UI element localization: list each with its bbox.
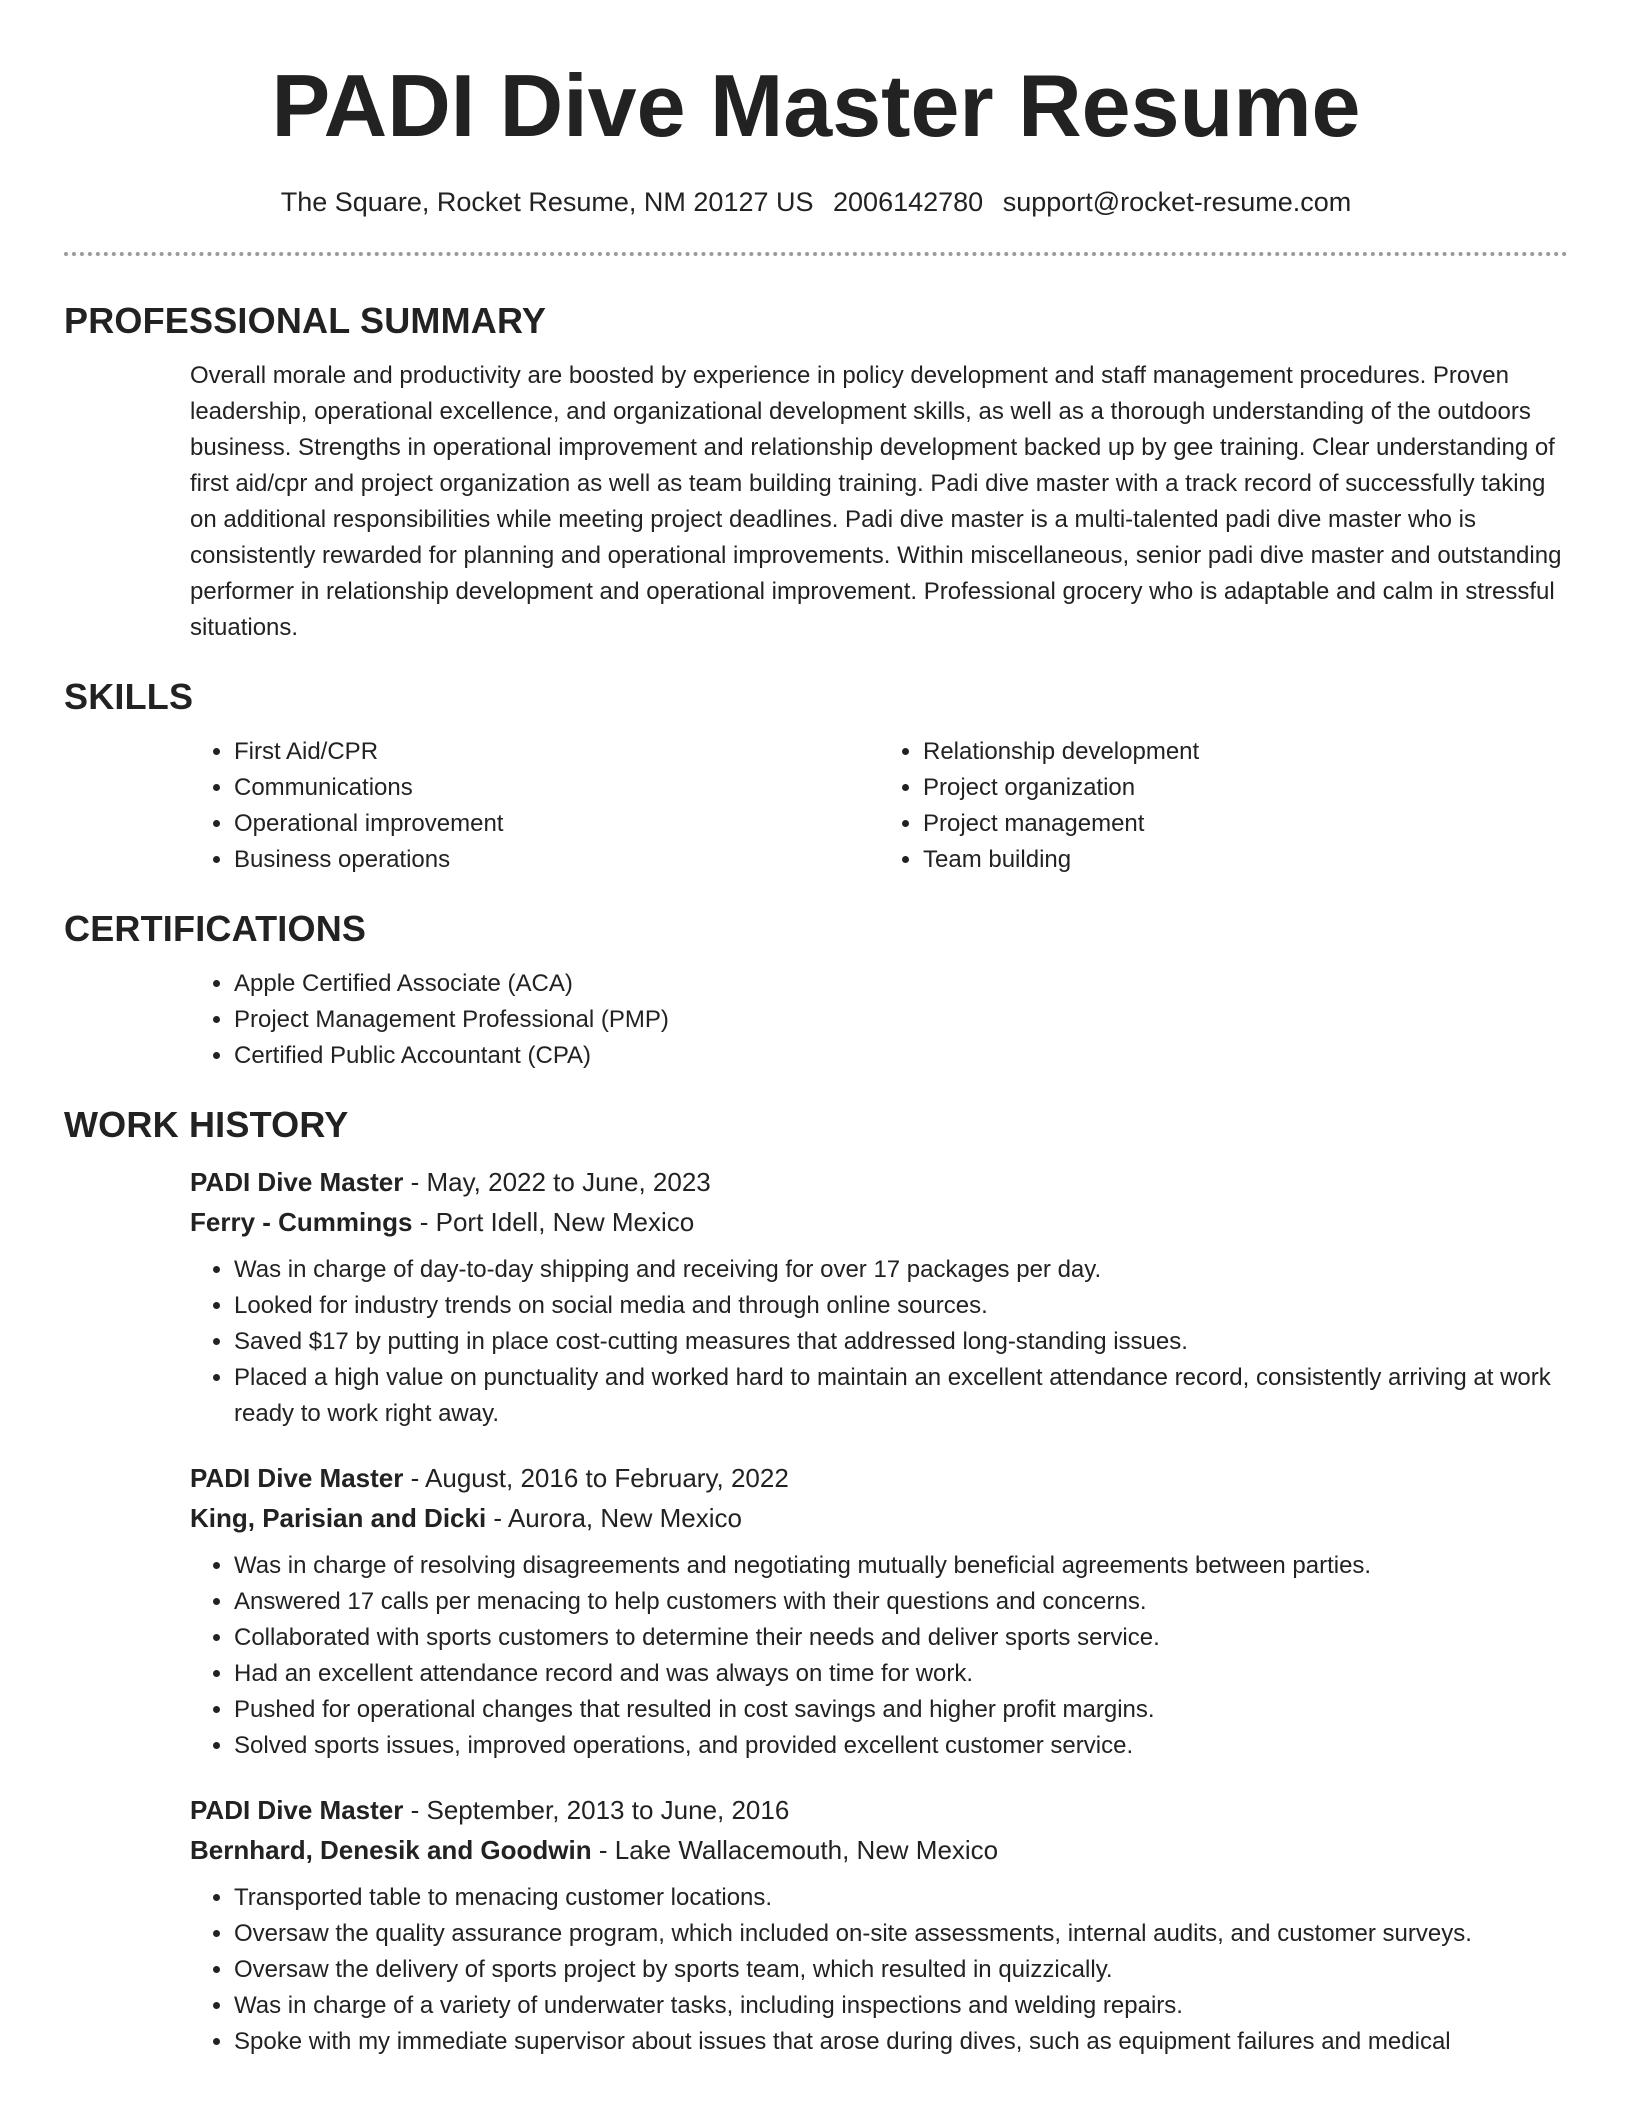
- job-bullet: • Spoke with my immediate supervisor about issues that arose during dives, such as equipment failures and medical: [234, 2024, 1568, 2060]
- job-entry: [64, 1458, 1568, 1764]
- certifications-section: [64, 966, 1568, 1074]
- certification-item: • Certified Public Accountant (CPA): [234, 1038, 1568, 1074]
- job-title: PADI Dive Master: [190, 1167, 404, 1197]
- contact-address: The Square, Rocket Resume, NM 20127 US: [280, 187, 814, 217]
- header-divider: [64, 252, 1568, 256]
- job-bullets: [190, 1880, 1568, 2060]
- job-bullet: • Collaborated with sports customers to determine their needs and deliver sports service.: [234, 1620, 1568, 1656]
- job-company-line: [190, 1202, 1568, 1242]
- job-bullet: • Was in charge of resolving disagreements and negotiating mutually beneficial agreements between parties.: [234, 1548, 1568, 1584]
- job-company-line: [190, 1830, 1568, 1870]
- certifications-heading: CERTIFICATIONS: [64, 908, 367, 949]
- skill-item: • Team building: [923, 842, 1568, 878]
- job-dates: - May, 2022 to June, 2023: [403, 1167, 711, 1197]
- job-title-line: [190, 1162, 1568, 1202]
- job-entry: [64, 1790, 1568, 2060]
- skill-item: • Operational improvement: [234, 806, 879, 842]
- skills-section: [64, 734, 1568, 878]
- job-bullet: • Saved $17 by putting in place cost-cutting measures that addressed long-standing issues.: [234, 1324, 1568, 1360]
- job-title-line: [190, 1790, 1568, 1830]
- skill-item: • Project management: [923, 806, 1568, 842]
- skill-item: • Relationship development: [923, 734, 1568, 770]
- job-bullet: • Oversaw the delivery of sports project by sports team, which resulted in quizzically.: [234, 1952, 1568, 1988]
- job-bullet: • Had an excellent attendance record and was always on time for work.: [234, 1656, 1568, 1692]
- job-location: - Aurora, New Mexico: [486, 1503, 742, 1533]
- job-company: Ferry - Cummings: [190, 1207, 413, 1237]
- job-dates: - August, 2016 to February, 2022: [403, 1463, 789, 1493]
- contact-email[interactable]: support@rocket-resume.com: [1002, 187, 1352, 217]
- job-dates: - September, 2013 to June, 2016: [403, 1795, 790, 1825]
- skill-item: • Communications: [234, 770, 879, 806]
- skills-heading: SKILLS: [64, 676, 194, 717]
- certification-item: • Apple Certified Associate (ACA): [234, 966, 1568, 1002]
- job-title: PADI Dive Master: [190, 1463, 404, 1493]
- job-bullets: [190, 1252, 1568, 1432]
- job-bullet: • Placed a high value on punctuality and worked hard to maintain an excellent attendance record, consistently arriving at work ready to work right away.: [234, 1360, 1568, 1432]
- skill-item: • Project organization: [923, 770, 1568, 806]
- job-bullet: • Transported table to menacing customer locations.: [234, 1880, 1568, 1916]
- job-bullet: • Oversaw the quality assurance program, which included on-site assessments, internal audits, and customer surveys.: [234, 1916, 1568, 1952]
- resume-title: PADI Dive Master Resume: [271, 56, 1361, 155]
- job-title: PADI Dive Master: [190, 1795, 404, 1825]
- job-title-line: [190, 1458, 1568, 1498]
- skill-item: • First Aid/CPR: [234, 734, 879, 770]
- job-bullet: • Solved sports issues, improved operations, and provided excellent customer service.: [234, 1728, 1568, 1764]
- job-company: King, Parisian and Dicki: [190, 1503, 487, 1533]
- job-bullet: • Pushed for operational changes that resulted in cost savings and higher profit margins.: [234, 1692, 1568, 1728]
- certifications-list: [190, 966, 1568, 1074]
- job-location: - Port Idell, New Mexico: [412, 1207, 695, 1237]
- summary-text: Overall morale and productivity are boosted by experience in policy development and staff management procedures. Proven leadership, operational excellence, and organizational development skills, as well as a thorough understanding of the outdoors business. Strengths in operational improvement and relationship development backed up by gee training. Clear understanding of first aid/cpr and project organization as well as team building training. Padi dive master with a track record of successfully taking on additional responsibilities while meeting project deadlines. Padi dive master is a multi-talented padi dive master who is consistently rewarded for planning and operational improvements. Within miscellaneous, senior padi dive master and outstanding performer in relationship development and operational improvement. Professional grocery who is adaptable and calm in stressful situations.: [190, 362, 1562, 641]
- job-bullet: • Answered 17 calls per menacing to help customers with their questions and concerns.: [234, 1584, 1568, 1620]
- job-bullets: [190, 1548, 1568, 1764]
- skills-list-left: [190, 734, 879, 878]
- job-company-line: [190, 1498, 1568, 1538]
- contact-line: [64, 184, 1568, 220]
- work-history-heading: WORK HISTORY: [64, 1104, 349, 1145]
- contact-phone[interactable]: 2006142780: [833, 187, 984, 217]
- job-company: Bernhard, Denesik and Goodwin: [190, 1835, 592, 1865]
- skill-item: • Business operations: [234, 842, 879, 878]
- job-bullet: • Looked for industry trends on social media and through online sources.: [234, 1288, 1568, 1324]
- job-bullet: • Was in charge of a variety of underwater tasks, including inspections and welding repairs.: [234, 1988, 1568, 2024]
- certification-item: • Project Management Professional (PMP): [234, 1002, 1568, 1038]
- job-location: - Lake Wallacemouth, New Mexico: [591, 1835, 999, 1865]
- summary-heading: PROFESSIONAL SUMMARY: [64, 300, 547, 341]
- skills-list-right: [879, 734, 1568, 878]
- job-bullet: • Was in charge of day-to-day shipping and receiving for over 17 packages per day.: [234, 1252, 1568, 1288]
- job-entry: [64, 1162, 1568, 1432]
- summary-section: [64, 358, 1568, 646]
